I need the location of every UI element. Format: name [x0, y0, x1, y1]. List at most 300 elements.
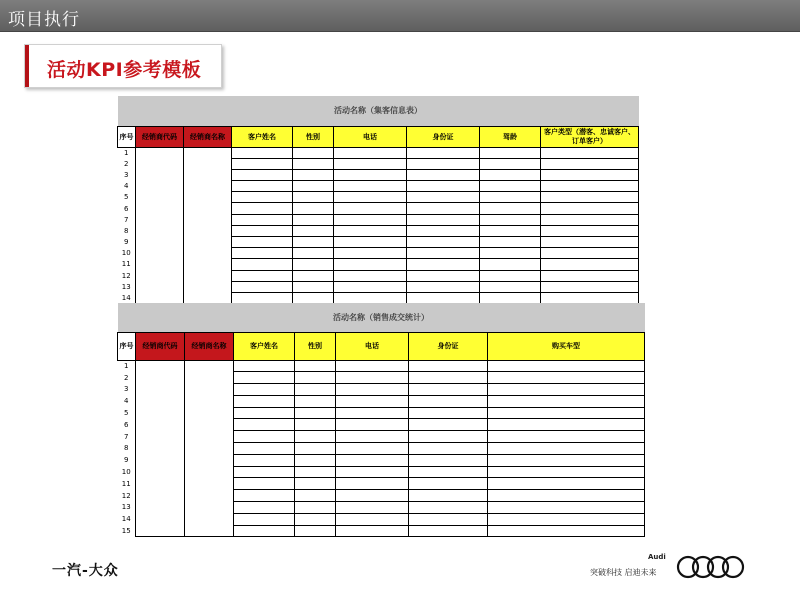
- table2-cell: [336, 443, 409, 455]
- table2-cell: [336, 454, 409, 466]
- table2-cell: [295, 490, 336, 502]
- table1-cell: [232, 292, 293, 303]
- table2-dealer-cell: [136, 419, 185, 431]
- table1-cell: [232, 169, 293, 180]
- table1-cell: [480, 270, 541, 281]
- table2-row-number: 3: [118, 384, 136, 396]
- table1-cell: [480, 292, 541, 303]
- table1-row: [118, 248, 639, 259]
- header-bar: [0, 0, 800, 32]
- sales-stats-table: [117, 303, 645, 537]
- table2-cell: [295, 502, 336, 514]
- table2-cell: [488, 478, 645, 490]
- table1-cell: [407, 259, 480, 270]
- table2-row: [118, 395, 645, 407]
- table1-cell: [480, 225, 541, 236]
- table1-row: [118, 203, 639, 214]
- table2-row-number: 6: [118, 419, 136, 431]
- table2-row: [118, 443, 645, 455]
- table1-row-number: 10: [118, 248, 136, 259]
- faw-vw-logo: 一汽-大众: [52, 563, 119, 579]
- table1-cell: [407, 181, 480, 192]
- table2-row: [118, 360, 645, 372]
- table1-row: [118, 237, 639, 248]
- table2-cell: [488, 443, 645, 455]
- table1-dealer-cell: [136, 259, 184, 270]
- table1-row-number: 7: [118, 214, 136, 225]
- table2-dealer-cell: [185, 360, 234, 372]
- table1-dealer-cell: [184, 214, 232, 225]
- table1-cell: [232, 181, 293, 192]
- table2-row-number: 4: [118, 395, 136, 407]
- table1-cell: [232, 147, 293, 158]
- table2-header-dealer-code: 经销商代码: [136, 332, 185, 360]
- table1-cell: [334, 259, 407, 270]
- table1-cell: [541, 270, 639, 281]
- table2-header-dealer-name: 经销商名称: [185, 332, 234, 360]
- table1-cell: [293, 292, 334, 303]
- table1-dealer-cell: [136, 225, 184, 236]
- table1-dealer-cell: [136, 203, 184, 214]
- table2-row: [118, 502, 645, 514]
- table2-cell: [409, 490, 488, 502]
- table2-row: [118, 466, 645, 478]
- table1-row-number: 3: [118, 169, 136, 180]
- table1-dealer-cell: [136, 281, 184, 292]
- table1-dealer-cell: [136, 248, 184, 259]
- table1-cell: [541, 248, 639, 259]
- table2-cell: [336, 431, 409, 443]
- table2-row: [118, 431, 645, 443]
- table2-dealer-cell: [136, 360, 185, 372]
- table2-dealer-cell: [136, 490, 185, 502]
- table2-cell: [409, 478, 488, 490]
- table1-dealer-cell: [184, 248, 232, 259]
- table2-body: [118, 360, 645, 537]
- table1-cell: [334, 203, 407, 214]
- table1-cell: [541, 192, 639, 203]
- table1-row: [118, 169, 639, 180]
- table1-cell: [334, 181, 407, 192]
- table2-cell: [234, 431, 295, 443]
- table2-dealer-cell: [136, 502, 185, 514]
- table2-dealer-cell: [185, 502, 234, 514]
- table2-dealer-cell: [185, 384, 234, 396]
- table2-cell: [336, 525, 409, 537]
- table2-dealer-cell: [136, 431, 185, 443]
- table1-cell: [407, 214, 480, 225]
- table2-dealer-cell: [185, 490, 234, 502]
- table2-row: [118, 478, 645, 490]
- table2-row: [118, 419, 645, 431]
- table1-cell: [541, 237, 639, 248]
- table2-cell: [488, 372, 645, 384]
- table1-cell: [293, 169, 334, 180]
- table2-row-number: 15: [118, 525, 136, 537]
- table1-cell: [407, 237, 480, 248]
- table2-cell: [336, 360, 409, 372]
- table1-row: [118, 147, 639, 158]
- table2-cell: [488, 360, 645, 372]
- table2-cell: [295, 360, 336, 372]
- table1-cell: [480, 214, 541, 225]
- table2-dealer-cell: [136, 513, 185, 525]
- page-title: 项目执行: [8, 10, 80, 30]
- table1-dealer-cell: [184, 270, 232, 281]
- table1-row: [118, 225, 639, 236]
- table1-cell: [541, 292, 639, 303]
- audi-rings-icon: [676, 554, 746, 580]
- table1-cell: [293, 237, 334, 248]
- table1-cell: [293, 214, 334, 225]
- table1-dealer-cell: [136, 192, 184, 203]
- table1-dealer-cell: [136, 147, 184, 158]
- table1-cell: [334, 192, 407, 203]
- table1-cell: [293, 248, 334, 259]
- table2-row-number: 2: [118, 372, 136, 384]
- table2-cell: [234, 502, 295, 514]
- table2-row: [118, 384, 645, 396]
- table1-row-number: 12: [118, 270, 136, 281]
- table2-dealer-cell: [185, 419, 234, 431]
- kpi-label-text: 活动KPI参考模板: [47, 59, 202, 81]
- table2-cell: [409, 502, 488, 514]
- table1-cell: [293, 192, 334, 203]
- table2-dealer-cell: [185, 478, 234, 490]
- table2-cell: [409, 419, 488, 431]
- table2-row-number: 9: [118, 454, 136, 466]
- table2-header-gender: 性别: [295, 332, 336, 360]
- table1-cell: [293, 203, 334, 214]
- table2-row: [118, 525, 645, 537]
- table1-row: [118, 158, 639, 169]
- table2-cell: [234, 466, 295, 478]
- table2-cell: [295, 478, 336, 490]
- table2-cell: [409, 384, 488, 396]
- table2-cell: [336, 395, 409, 407]
- table2-row-number: 8: [118, 443, 136, 455]
- audi-wordmark: Audi: [648, 553, 666, 561]
- table2-cell: [234, 443, 295, 455]
- table1-dealer-cell: [184, 203, 232, 214]
- table2-dealer-cell: [185, 443, 234, 455]
- table2-cell: [409, 443, 488, 455]
- table1-cell: [293, 181, 334, 192]
- table2-cell: [336, 384, 409, 396]
- table1-dealer-cell: [136, 169, 184, 180]
- table1-cell: [334, 270, 407, 281]
- table1-dealer-cell: [184, 169, 232, 180]
- table1-header-driving-age: 驾龄: [480, 126, 541, 147]
- table2-dealer-cell: [185, 513, 234, 525]
- table2-row-number: 14: [118, 513, 136, 525]
- table2-header-phone: 电话: [336, 332, 409, 360]
- table1-body: [118, 147, 639, 304]
- table2-row: [118, 407, 645, 419]
- table2-cell: [295, 513, 336, 525]
- table2-cell: [234, 372, 295, 384]
- table2-header-id-card: 身份证: [409, 332, 488, 360]
- table1-cell: [541, 214, 639, 225]
- table2-dealer-cell: [185, 372, 234, 384]
- table1-dealer-cell: [184, 259, 232, 270]
- table1-row: [118, 181, 639, 192]
- table1-dealer-cell: [184, 181, 232, 192]
- table1-cell: [232, 259, 293, 270]
- table2-dealer-cell: [136, 384, 185, 396]
- table1-cell: [232, 214, 293, 225]
- table1-cell: [407, 225, 480, 236]
- table2-header-car-model: 购买车型: [488, 332, 645, 360]
- table1-cell: [232, 281, 293, 292]
- table1-cell: [480, 158, 541, 169]
- table1-cell: [541, 281, 639, 292]
- table1-row-number: 14: [118, 292, 136, 303]
- table1-row: [118, 192, 639, 203]
- table2-cell: [336, 419, 409, 431]
- customer-info-table: [117, 96, 639, 304]
- table2-cell: [488, 525, 645, 537]
- table1-cell: [541, 225, 639, 236]
- table1-cell: [232, 270, 293, 281]
- table1-cell: [541, 147, 639, 158]
- table1-cell: [334, 248, 407, 259]
- table2-cell: [409, 372, 488, 384]
- table2-cell: [409, 513, 488, 525]
- table1-row-number: 6: [118, 203, 136, 214]
- table1-header-gender: 性别: [293, 126, 334, 147]
- table2-cell: [295, 454, 336, 466]
- table1-cell: [232, 192, 293, 203]
- table2-dealer-cell: [185, 395, 234, 407]
- table1-row: [118, 259, 639, 270]
- table1-cell: [293, 259, 334, 270]
- table1-cell: [293, 147, 334, 158]
- table1-row: [118, 281, 639, 292]
- table2-dealer-cell: [185, 466, 234, 478]
- table2-row-number: 12: [118, 490, 136, 502]
- table1-cell: [480, 237, 541, 248]
- table1-cell: [293, 225, 334, 236]
- table2-cell: [234, 419, 295, 431]
- table2-cell: [409, 407, 488, 419]
- table1-cell: [480, 203, 541, 214]
- table2-dealer-cell: [136, 478, 185, 490]
- table1-cell: [541, 203, 639, 214]
- table2-cell: [295, 443, 336, 455]
- table1-row-number: 1: [118, 147, 136, 158]
- table1-header-seq: 序号: [118, 126, 136, 147]
- table2-dealer-cell: [185, 407, 234, 419]
- table2-cell: [336, 513, 409, 525]
- table1-cell: [480, 147, 541, 158]
- table2-cell: [234, 360, 295, 372]
- table2-cell: [234, 407, 295, 419]
- table2-cell: [234, 478, 295, 490]
- kpi-label-accent: [25, 45, 29, 87]
- table2-row-number: 11: [118, 478, 136, 490]
- table1-cell: [232, 248, 293, 259]
- table2-row-number: 7: [118, 431, 136, 443]
- table1-cell: [407, 169, 480, 180]
- audi-branding: [590, 553, 750, 583]
- table1-cell: [407, 270, 480, 281]
- table2-cell: [488, 384, 645, 396]
- table1-dealer-cell: [184, 225, 232, 236]
- table1-cell: [480, 281, 541, 292]
- table1-cell: [407, 147, 480, 158]
- table2-cell: [295, 431, 336, 443]
- table2-cell: [295, 395, 336, 407]
- table2-cell: [409, 454, 488, 466]
- table1-cell: [480, 248, 541, 259]
- table2-row: [118, 513, 645, 525]
- table2-row-number: 13: [118, 502, 136, 514]
- table1-cell: [480, 259, 541, 270]
- table2-cell: [488, 466, 645, 478]
- table1-cell: [480, 169, 541, 180]
- table1-cell: [232, 225, 293, 236]
- kpi-template-label: [24, 44, 222, 88]
- audi-slogan: 突破科技 启迪未来: [590, 568, 657, 577]
- table1-dealer-cell: [136, 270, 184, 281]
- table1-dealer-cell: [136, 292, 184, 303]
- table1-dealer-cell: [184, 237, 232, 248]
- table2-dealer-cell: [136, 407, 185, 419]
- table2-cell: [336, 466, 409, 478]
- table1-header-customer-name: 客户姓名: [232, 126, 293, 147]
- table2-dealer-cell: [185, 431, 234, 443]
- table1-dealer-cell: [136, 181, 184, 192]
- table2-dealer-cell: [185, 525, 234, 537]
- table2-row-number: 1: [118, 360, 136, 372]
- table2-cell: [295, 384, 336, 396]
- table2-cell: [409, 525, 488, 537]
- table2-cell: [234, 454, 295, 466]
- table1-cell: [480, 181, 541, 192]
- table2-cell: [488, 431, 645, 443]
- table1-cell: [480, 192, 541, 203]
- table2-dealer-cell: [136, 525, 185, 537]
- table2-dealer-cell: [185, 454, 234, 466]
- table2-cell: [336, 502, 409, 514]
- table1-dealer-cell: [184, 281, 232, 292]
- table2-row: [118, 372, 645, 384]
- table2-cell: [488, 454, 645, 466]
- table1-row: [118, 292, 639, 303]
- table2-dealer-cell: [136, 466, 185, 478]
- table2-cell: [295, 372, 336, 384]
- table2-cell: [488, 490, 645, 502]
- table2-row-number: 5: [118, 407, 136, 419]
- table1-dealer-cell: [136, 158, 184, 169]
- table1-cell: [232, 158, 293, 169]
- table2-dealer-cell: [136, 443, 185, 455]
- table1-cell: [232, 203, 293, 214]
- table1-row-number: 8: [118, 225, 136, 236]
- table1-cell: [334, 214, 407, 225]
- table2-header-seq: 序号: [118, 332, 136, 360]
- table1-cell: [541, 259, 639, 270]
- table1-cell: [541, 181, 639, 192]
- table1-cell: [541, 169, 639, 180]
- table2-cell: [295, 525, 336, 537]
- table1-caption: 活动名称（集客信息表）: [118, 96, 639, 126]
- table1-cell: [334, 292, 407, 303]
- table1-header-customer-type: 客户类型（潜客、忠诚客户、订单客户）: [541, 126, 639, 147]
- table1-cell: [293, 281, 334, 292]
- table1-header-dealer-name: 经销商名称: [184, 126, 232, 147]
- table1-row-number: 2: [118, 158, 136, 169]
- table2-cell: [488, 395, 645, 407]
- table1-dealer-cell: [184, 192, 232, 203]
- table1-cell: [334, 281, 407, 292]
- table2-caption: 活动名称（销售成交统计）: [118, 303, 645, 332]
- table1-row: [118, 214, 639, 225]
- table2-cell: [295, 419, 336, 431]
- table2-cell: [488, 407, 645, 419]
- table2-cell: [409, 431, 488, 443]
- table2-cell: [336, 372, 409, 384]
- table2-cell: [409, 466, 488, 478]
- table1-row: [118, 270, 639, 281]
- table1-cell: [407, 158, 480, 169]
- table2-dealer-cell: [136, 454, 185, 466]
- table1-row-number: 11: [118, 259, 136, 270]
- table2-row: [118, 454, 645, 466]
- table2-cell: [488, 513, 645, 525]
- table2-cell: [234, 384, 295, 396]
- table1-header-dealer-code: 经销商代码: [136, 126, 184, 147]
- table1-header-id-card: 身份证: [407, 126, 480, 147]
- table1-cell: [334, 158, 407, 169]
- table1-dealer-cell: [136, 237, 184, 248]
- table2-cell: [234, 513, 295, 525]
- table1-cell: [407, 192, 480, 203]
- table2-row-number: 10: [118, 466, 136, 478]
- table2-cell: [234, 525, 295, 537]
- table2-header-customer-name: 客户姓名: [234, 332, 295, 360]
- table1-cell: [334, 225, 407, 236]
- table2-cell: [336, 490, 409, 502]
- table2-cell: [295, 466, 336, 478]
- table2-cell: [409, 395, 488, 407]
- table1-cell: [541, 158, 639, 169]
- table1-cell: [334, 169, 407, 180]
- table2-cell: [336, 407, 409, 419]
- table2-cell: [409, 360, 488, 372]
- table2-cell: [488, 502, 645, 514]
- table2-row: [118, 490, 645, 502]
- table1-cell: [334, 147, 407, 158]
- table2-cell: [234, 490, 295, 502]
- table1-dealer-cell: [136, 214, 184, 225]
- table1-dealer-cell: [184, 292, 232, 303]
- table1-row-number: 5: [118, 192, 136, 203]
- table1-cell: [407, 203, 480, 214]
- table2-cell: [295, 407, 336, 419]
- table1-cell: [232, 237, 293, 248]
- table1-cell: [334, 237, 407, 248]
- table2-dealer-cell: [136, 395, 185, 407]
- table1-cell: [407, 281, 480, 292]
- table2-cell: [336, 478, 409, 490]
- table1-row-number: 4: [118, 181, 136, 192]
- table1-row-number: 13: [118, 281, 136, 292]
- table1-cell: [407, 248, 480, 259]
- table2-dealer-cell: [136, 372, 185, 384]
- table1-dealer-cell: [184, 158, 232, 169]
